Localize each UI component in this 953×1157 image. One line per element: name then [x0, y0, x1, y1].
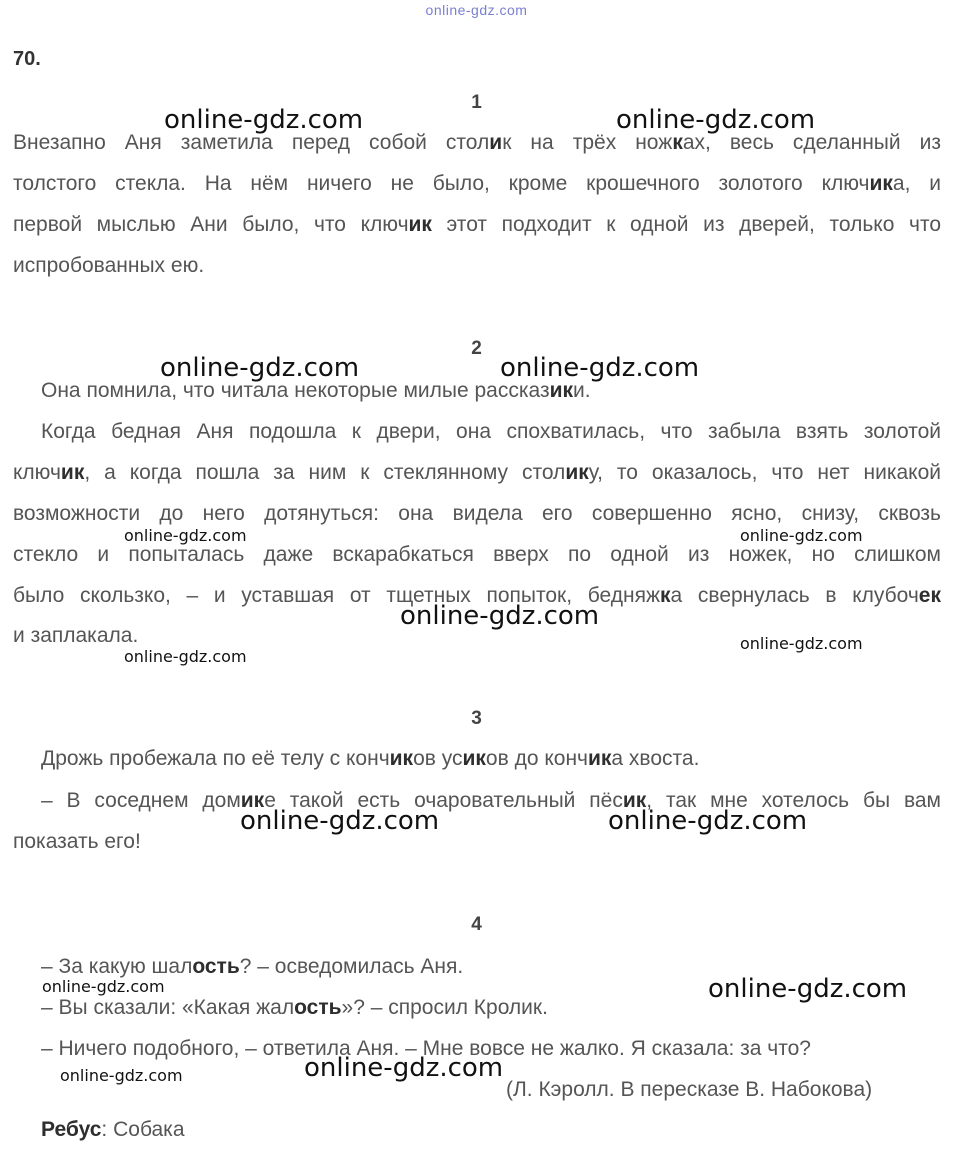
text-line: – В соседнем домике такой есть очаровательный пёсик, так мне хотелось бы вам: [41, 789, 941, 812]
attribution: (Л. Кэролл. В пересказе В. Набокова): [506, 1078, 873, 1101]
watermark: online-gdz.com: [304, 1053, 504, 1083]
watermark: online-gdz.com: [164, 105, 364, 135]
watermark: online-gdz.com: [608, 806, 808, 836]
watermark: online-gdz.com: [708, 974, 908, 1004]
text-line: ключик, а когда пошла за ним к стеклянному столику, то оказалось, что нет никакой: [13, 461, 941, 484]
watermark: online-gdz.com: [616, 105, 816, 135]
section-3-heading: 3: [471, 708, 482, 729]
watermark: online-gdz.com: [124, 526, 247, 545]
rebus: Ребус: Собака: [41, 1118, 185, 1141]
text-line: Она помнила, что читала некоторые милые рассказики.: [41, 379, 591, 402]
text-line: показать его!: [13, 830, 141, 853]
task-number: 70.: [13, 48, 41, 70]
watermark: online-gdz.com: [60, 1066, 183, 1085]
text-line: первой мыслью Ани было, что ключик этот подходит к одной из дверей, только что: [13, 213, 942, 236]
watermark: online-gdz.com: [240, 806, 440, 836]
text-line: – За какую шалость? – осведомилась Аня.: [41, 955, 464, 978]
text-line: Когда бедная Аня подошла к двери, она спохватилась, что забыла взять золотой: [41, 420, 941, 443]
text-line: Дрожь пробежала по её телу с кончиков усиков до кончика хвоста.: [41, 747, 700, 770]
section-4-heading: 4: [471, 914, 482, 935]
watermark: online-gdz.com: [500, 353, 700, 383]
text-line: и заплакала.: [13, 624, 139, 647]
section-1-heading: 1: [471, 92, 482, 113]
watermark: online-gdz.com: [400, 601, 600, 631]
site-header[interactable]: online-gdz.com: [425, 2, 528, 18]
text-line: Внезапно Аня заметила перед собой столик на трёх ножках, весь сделанный из: [13, 131, 941, 154]
watermark: online-gdz.com: [124, 647, 247, 666]
rebus-answer: Собака: [113, 1118, 185, 1141]
watermark: online-gdz.com: [42, 977, 165, 996]
text-line: – Ничего подобного, – ответила Аня. – Мне вовсе не жалко. Я сказала: за что?: [41, 1037, 811, 1060]
text-line: возможности до него дотянуться: она видела его совершенно ясно, снизу, сквозь: [13, 502, 941, 525]
text-line: испробованных ею.: [13, 254, 205, 277]
section-2-heading: 2: [471, 338, 482, 359]
watermark: online-gdz.com: [160, 353, 360, 383]
watermark: online-gdz.com: [740, 634, 863, 653]
text-line: толстого стекла. На нём ничего не было, кроме крошечного золотого ключика, и: [13, 172, 941, 195]
watermark: online-gdz.com: [740, 526, 863, 545]
text-line: – Вы сказали: «Какая жалость»? – спросил Кролик.: [41, 996, 548, 1019]
text-line: было скользко, – и уставшая от тщетных попыток, бедняжка свернулась в клубочек: [13, 584, 941, 607]
rebus-label: Ребус: [41, 1118, 102, 1141]
text-line: стекло и попыталась даже вскарабкаться вверх по одной из ножек, но слишком: [13, 543, 941, 566]
